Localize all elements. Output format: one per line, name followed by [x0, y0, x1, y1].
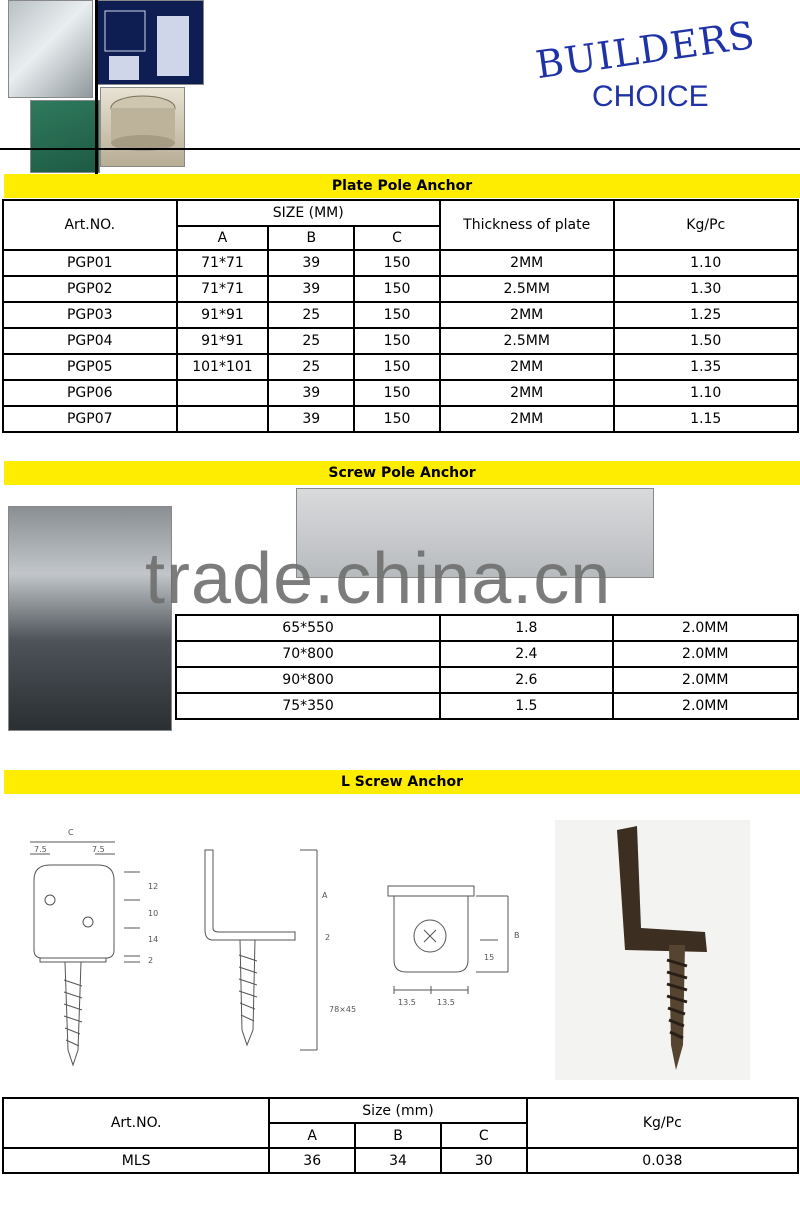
cell-art: PGP01	[3, 250, 177, 276]
table-row	[3, 1148, 798, 1173]
plate-section-title: Plate Pole Anchor	[4, 174, 800, 198]
cell-b: 25	[268, 354, 354, 380]
dim-c: C	[68, 828, 74, 837]
cell-c: 150	[354, 250, 440, 276]
header-kg: Kg/Pc	[614, 200, 799, 250]
l-anchor-side-drawing	[195, 840, 357, 1055]
green-anchor-photo	[30, 100, 100, 173]
table-row	[3, 276, 798, 302]
anchor-photo-1	[8, 0, 93, 98]
l-anchor-front-drawing	[20, 820, 170, 1075]
cell-kg: 2.4	[440, 641, 612, 667]
cell-art: PGP07	[3, 406, 177, 432]
dim-7-5-right: 7.5	[92, 845, 105, 854]
cell-art: MLS	[3, 1148, 269, 1173]
table-row	[3, 328, 798, 354]
dim-14: 14	[148, 935, 159, 944]
cell-kg: 1.10	[614, 250, 799, 276]
screw-section-title: Screw Pole Anchor	[4, 461, 800, 485]
dim-13-5-left: 13.5	[398, 998, 416, 1007]
cell-c: 150	[354, 406, 440, 432]
cell-thickness: 2.5MM	[440, 328, 614, 354]
plate-anchor-table	[2, 199, 799, 433]
cell-size: 75*350	[176, 693, 440, 719]
l-anchor-top-drawing	[380, 880, 530, 1015]
brand-line2: CHOICE	[592, 80, 709, 113]
cell-b: 39	[268, 406, 354, 432]
cell-kg: 1.25	[614, 302, 799, 328]
header-thickness: Thickness of plate	[440, 200, 614, 250]
anchor-diagram-photo	[96, 0, 204, 85]
dim-side-2: 2	[325, 933, 331, 942]
dim-15: 15	[484, 953, 495, 962]
l-anchor-table	[2, 1097, 799, 1174]
header-a: A	[177, 226, 269, 250]
cell-b: 39	[268, 250, 354, 276]
table-row	[3, 380, 798, 406]
cell-a: 91*91	[177, 328, 269, 354]
cell-thickness: 2MM	[440, 302, 614, 328]
table-row	[176, 693, 798, 719]
header-size: SIZE (MM)	[177, 200, 440, 226]
cell-kg: 1.5	[440, 693, 612, 719]
round-anchor-photo	[100, 87, 185, 167]
dim-length: 78×45	[329, 1005, 357, 1014]
cell-kg: 2.6	[440, 667, 612, 693]
cell-thickness: 2.5MM	[440, 276, 614, 302]
cell-kg: 0.038	[527, 1148, 798, 1173]
cell-kg: 1.30	[614, 276, 799, 302]
cell-c: 30	[441, 1148, 527, 1173]
header-kg: Kg/Pc	[527, 1098, 798, 1148]
header-b: B	[268, 226, 354, 250]
cell-thickness: 2.0MM	[613, 615, 798, 641]
cell-a: 71*71	[177, 276, 269, 302]
cell-c: 150	[354, 354, 440, 380]
cell-a	[177, 380, 269, 406]
cell-thickness: 2MM	[440, 380, 614, 406]
header-divider	[0, 148, 800, 150]
header-art-no: Art.NO.	[3, 1098, 269, 1148]
cell-a: 36	[269, 1148, 355, 1173]
cell-thickness: 2MM	[440, 250, 614, 276]
header-c: C	[441, 1123, 527, 1148]
cell-size: 65*550	[176, 615, 440, 641]
table-row	[3, 302, 798, 328]
cell-b: 39	[268, 276, 354, 302]
cell-a: 71*71	[177, 250, 269, 276]
cell-b: 25	[268, 328, 354, 354]
dim-13-5-right: 13.5	[437, 998, 455, 1007]
cell-thickness: 2.0MM	[613, 693, 798, 719]
cell-kg: 1.35	[614, 354, 799, 380]
cell-c: 150	[354, 276, 440, 302]
cell-kg: 1.15	[614, 406, 799, 432]
cell-c: 150	[354, 380, 440, 406]
watermark: trade.china.cn	[145, 539, 612, 619]
cell-thickness: 2.0MM	[613, 667, 798, 693]
table-row	[176, 641, 798, 667]
dim-7-5-left: 7.5	[34, 845, 47, 854]
cell-kg: 1.50	[614, 328, 799, 354]
cell-b: 34	[355, 1148, 441, 1173]
cell-a	[177, 406, 269, 432]
header-a: A	[269, 1123, 355, 1148]
cell-c: 150	[354, 302, 440, 328]
table-row	[3, 406, 798, 432]
dim-2: 2	[148, 956, 154, 965]
header-divider-vertical	[95, 0, 98, 193]
header-b: B	[355, 1123, 441, 1148]
screw-anchor-table	[175, 614, 799, 720]
cell-thickness: 2MM	[440, 354, 614, 380]
dim-10: 10	[148, 909, 159, 918]
dim-b: B	[514, 931, 520, 940]
cell-size: 70*800	[176, 641, 440, 667]
l-anchor-photo	[555, 820, 750, 1080]
cell-art: PGP02	[3, 276, 177, 302]
cell-kg: 1.8	[440, 615, 612, 641]
cell-kg: 1.10	[614, 380, 799, 406]
cell-art: PGP04	[3, 328, 177, 354]
cell-thickness: 2MM	[440, 406, 614, 432]
cell-size: 90*800	[176, 667, 440, 693]
brand-line1: BUILDERS	[533, 12, 759, 88]
cell-a: 91*91	[177, 302, 269, 328]
header-art-no: Art.NO.	[3, 200, 177, 250]
cell-art: PGP03	[3, 302, 177, 328]
table-row	[3, 250, 798, 276]
cell-thickness: 2.0MM	[613, 641, 798, 667]
cell-c: 150	[354, 328, 440, 354]
cell-art: PGP06	[3, 380, 177, 406]
cell-b: 25	[268, 302, 354, 328]
dim-12: 12	[148, 882, 159, 891]
dim-a: A	[322, 891, 328, 900]
l-section-title: L Screw Anchor	[4, 770, 800, 794]
header-size: Size (mm)	[269, 1098, 526, 1123]
table-row	[176, 667, 798, 693]
table-row	[3, 354, 798, 380]
header-c: C	[354, 226, 440, 250]
cell-a: 101*101	[177, 354, 269, 380]
cell-art: PGP05	[3, 354, 177, 380]
cell-b: 39	[268, 380, 354, 406]
